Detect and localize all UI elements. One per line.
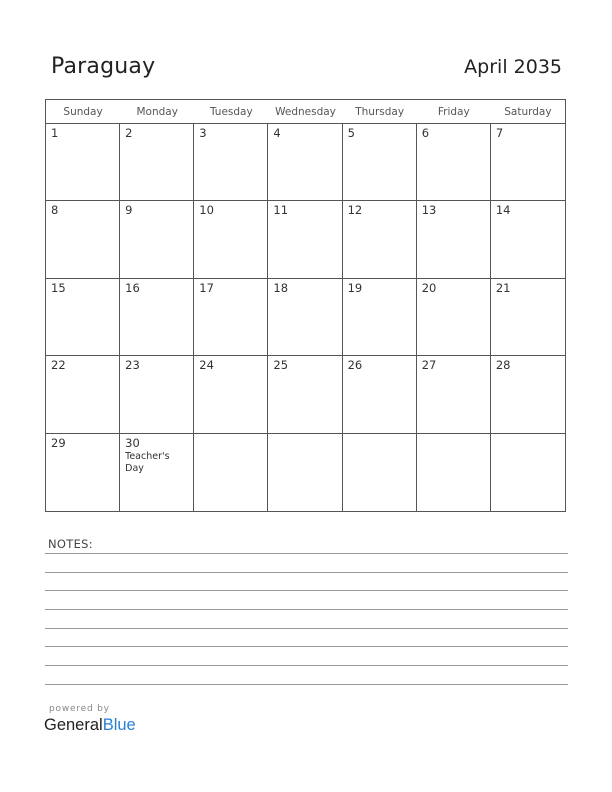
day-cell: [268, 279, 342, 355]
day-number: 7: [495, 126, 504, 140]
weekday-thursday: Thursday: [355, 106, 405, 118]
day-number: 21: [495, 280, 511, 295]
note-line: [45, 590, 568, 591]
note-line: [45, 572, 568, 573]
day-cell: [120, 279, 194, 355]
weekday-sunday: Sunday: [63, 106, 103, 118]
note-line: [45, 646, 568, 647]
day-cell: [46, 434, 120, 511]
day-cell: [343, 279, 417, 355]
day-number: 24: [199, 358, 214, 373]
day-number: 23: [125, 358, 140, 373]
week-row: [46, 434, 565, 511]
day-cell: [120, 124, 194, 200]
day-number: 3: [199, 126, 207, 140]
weekday-wednesday: Wednesday: [275, 106, 336, 118]
day-cell: [268, 434, 342, 511]
week-row: [46, 356, 565, 433]
day-cell: [46, 201, 120, 277]
day-number: 28: [495, 358, 511, 373]
day-number: 11: [273, 203, 289, 218]
notes-label: NOTES:: [48, 537, 93, 551]
day-cell: [491, 201, 565, 277]
day-cell: [343, 434, 417, 511]
day-number: 14: [495, 203, 511, 218]
day-number: 22: [51, 358, 66, 373]
weeks-container: [46, 124, 565, 511]
day-cell: [194, 279, 268, 355]
day-number: 10: [199, 203, 214, 218]
day-cell: [194, 434, 268, 511]
weekday-friday: Friday: [437, 106, 470, 118]
day-cell: [417, 279, 491, 355]
day-number: 20: [421, 280, 437, 295]
day-number: 15: [51, 280, 66, 295]
day-cell: [120, 434, 194, 511]
day-number: 6: [421, 126, 430, 140]
day-number: 30: [125, 435, 140, 450]
day-cell: [194, 201, 268, 277]
weekday-monday: Monday: [136, 106, 178, 118]
week-row: [46, 124, 565, 201]
day-number: 1: [51, 126, 59, 140]
day-cell: [491, 279, 565, 355]
note-line: [45, 684, 568, 685]
day-cell: [343, 201, 417, 277]
day-cell: [46, 356, 120, 432]
day-cell: [343, 124, 417, 200]
weekday-saturday: Saturday: [504, 106, 552, 118]
day-number: 17: [199, 280, 214, 295]
note-line: [45, 665, 568, 666]
day-cell: [46, 279, 120, 355]
day-cell: [343, 356, 417, 432]
day-cell: [491, 434, 565, 511]
day-number: 13: [421, 203, 437, 218]
day-cell: [46, 124, 120, 200]
day-cell: [268, 356, 342, 432]
day-number: 29: [51, 435, 66, 450]
day-number: 26: [347, 358, 363, 373]
day-number: 4: [273, 126, 281, 140]
day-number: 25: [273, 358, 289, 373]
day-cell: [120, 201, 194, 277]
day-cell: [417, 356, 491, 432]
note-line: [45, 609, 568, 610]
week-row: [46, 201, 565, 278]
day-cell: [194, 356, 268, 432]
day-cell: [417, 124, 491, 200]
month-year-title: April 2035: [464, 56, 562, 78]
day-cell: [268, 124, 342, 200]
generalblue-logo: [44, 716, 136, 735]
weekday-tuesday: Tuesday: [209, 106, 253, 118]
day-cell: [194, 124, 268, 200]
calendar-grid: [45, 99, 566, 512]
brand-blue: Blue: [102, 716, 136, 734]
day-cell: [417, 434, 491, 511]
day-number: 8: [51, 203, 59, 218]
day-number: 5: [347, 126, 355, 140]
note-line: [45, 553, 568, 554]
day-number: 27: [421, 358, 437, 373]
holiday-label: Teacher's Day: [125, 450, 170, 474]
day-number: 18: [273, 280, 289, 295]
day-number: 19: [347, 280, 363, 295]
country-title: Paraguay: [51, 54, 156, 79]
day-cell: [268, 201, 342, 277]
day-cell: [120, 356, 194, 432]
powered-by-text: powered by: [49, 704, 110, 714]
day-cell: [491, 356, 565, 432]
day-cell: [491, 124, 565, 200]
day-number: 2: [125, 126, 133, 140]
weekday-header-row: [46, 100, 565, 124]
week-row: [46, 279, 565, 356]
day-number: 12: [347, 203, 363, 218]
day-cell: [417, 201, 491, 277]
note-line: [45, 628, 568, 629]
day-number: 16: [125, 280, 140, 295]
brand-general: General: [44, 716, 103, 734]
day-number: 9: [125, 203, 133, 218]
